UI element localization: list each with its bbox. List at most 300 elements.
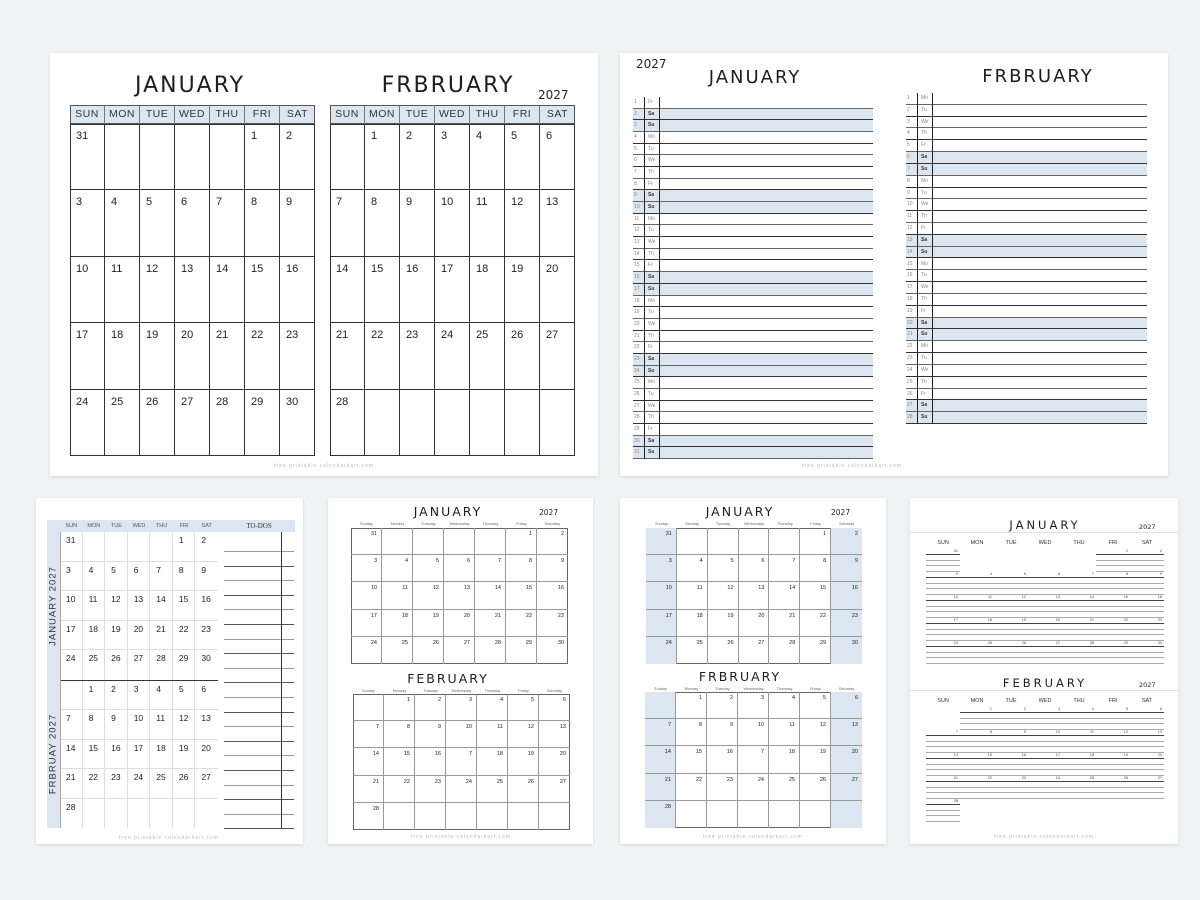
day-cell[interactable]: [195, 562, 218, 592]
day-cell[interactable]: [506, 528, 537, 555]
day-cell[interactable]: [470, 257, 505, 323]
day-cell[interactable]: [769, 528, 800, 555]
day-cell[interactable]: [415, 721, 446, 748]
day-cell[interactable]: [195, 710, 218, 739]
day-cell[interactable]: [365, 190, 400, 256]
day-cell[interactable]: [446, 721, 477, 748]
day-cell[interactable]: [475, 555, 506, 582]
day-cell[interactable]: [677, 637, 708, 664]
day-cell[interactable]: [676, 692, 707, 719]
todo-line[interactable]: [224, 624, 294, 625]
day-cell[interactable]: [173, 769, 196, 798]
day-cell[interactable]: [245, 190, 280, 256]
day-cell[interactable]: [210, 124, 245, 190]
day-cell[interactable]: [505, 323, 540, 389]
day-row[interactable]: [906, 247, 1147, 259]
day-cell[interactable]: [831, 746, 862, 773]
day-cell[interactable]: [140, 390, 175, 456]
day-cell[interactable]: [676, 801, 707, 828]
day-cell[interactable]: [382, 610, 413, 637]
day-cell[interactable]: [1130, 550, 1164, 573]
day-cell[interactable]: [330, 257, 365, 323]
day-cell[interactable]: [150, 681, 173, 710]
day-cell[interactable]: [382, 528, 413, 555]
day-cell[interactable]: [707, 801, 738, 828]
day-cell[interactable]: [400, 190, 435, 256]
day-cell[interactable]: [435, 257, 470, 323]
day-cell[interactable]: [1130, 619, 1164, 642]
day-row[interactable]: [906, 188, 1147, 200]
day-cell[interactable]: [83, 591, 106, 621]
day-cell[interactable]: [800, 746, 831, 773]
day-row[interactable]: [633, 109, 873, 121]
day-cell[interactable]: [1096, 550, 1130, 573]
day-cell[interactable]: [70, 190, 105, 256]
day-cell[interactable]: [537, 555, 568, 582]
day-cell[interactable]: [105, 591, 128, 621]
day-row[interactable]: [633, 225, 873, 237]
day-cell[interactable]: [926, 619, 960, 642]
day-cell[interactable]: [413, 610, 444, 637]
day-cell[interactable]: [960, 619, 994, 642]
day-row[interactable]: [633, 155, 873, 167]
day-cell[interactable]: [800, 774, 831, 801]
day-cell[interactable]: [708, 582, 739, 609]
day-row[interactable]: [633, 342, 873, 354]
day-cell[interactable]: [1028, 754, 1062, 777]
day-cell[interactable]: [444, 582, 475, 609]
todo-line[interactable]: [224, 551, 294, 552]
day-cell[interactable]: [128, 562, 151, 592]
day-cell[interactable]: [150, 621, 173, 651]
day-cell[interactable]: [738, 692, 769, 719]
day-cell[interactable]: [128, 532, 151, 562]
day-cell[interactable]: [245, 390, 280, 456]
day-cell[interactable]: [831, 528, 862, 555]
day-row[interactable]: [633, 366, 873, 378]
day-cell[interactable]: [769, 801, 800, 828]
day-row[interactable]: [906, 400, 1147, 412]
day-cell[interactable]: [1062, 619, 1096, 642]
day-cell[interactable]: [128, 621, 151, 651]
day-cell[interactable]: [415, 776, 446, 803]
day-cell[interactable]: [150, 562, 173, 592]
day-cell[interactable]: [140, 323, 175, 389]
day-cell[interactable]: [994, 642, 1028, 665]
day-cell[interactable]: [351, 582, 382, 609]
day-cell[interactable]: [140, 124, 175, 190]
day-row[interactable]: [906, 329, 1147, 341]
day-cell[interactable]: [506, 582, 537, 609]
day-cell[interactable]: [738, 774, 769, 801]
day-cell[interactable]: [1062, 777, 1096, 800]
day-row[interactable]: [906, 306, 1147, 318]
day-cell[interactable]: [707, 692, 738, 719]
day-cell[interactable]: [60, 562, 83, 592]
day-cell[interactable]: [330, 323, 365, 389]
day-cell[interactable]: [1062, 754, 1096, 777]
day-cell[interactable]: [677, 528, 708, 555]
day-cell[interactable]: [508, 694, 539, 721]
day-cell[interactable]: [444, 555, 475, 582]
day-cell[interactable]: [365, 124, 400, 190]
todo-line[interactable]: [224, 741, 294, 742]
day-cell[interactable]: [1096, 777, 1130, 800]
day-cell[interactable]: [769, 719, 800, 746]
day-cell[interactable]: [800, 582, 831, 609]
day-cell[interactable]: [150, 591, 173, 621]
day-cell[interactable]: [83, 740, 106, 769]
day-cell[interactable]: [384, 721, 415, 748]
day-row[interactable]: [906, 117, 1147, 129]
day-cell[interactable]: [708, 637, 739, 664]
day-cell[interactable]: [539, 803, 570, 830]
day-cell[interactable]: [413, 582, 444, 609]
day-row[interactable]: [633, 97, 873, 109]
day-cell[interactable]: [128, 591, 151, 621]
day-cell[interactable]: [769, 774, 800, 801]
day-cell[interactable]: [330, 190, 365, 256]
day-cell[interactable]: [70, 124, 105, 190]
day-cell[interactable]: [195, 621, 218, 651]
day-cell[interactable]: [800, 637, 831, 664]
day-cell[interactable]: [1096, 731, 1130, 754]
day-cell[interactable]: [960, 731, 994, 754]
day-cell[interactable]: [175, 124, 210, 190]
day-cell[interactable]: [446, 803, 477, 830]
day-cell[interactable]: [60, 621, 83, 651]
day-cell[interactable]: [1096, 573, 1130, 596]
day-cell[interactable]: [105, 124, 140, 190]
day-cell[interactable]: [676, 719, 707, 746]
day-row[interactable]: [633, 167, 873, 179]
todo-line[interactable]: [224, 668, 294, 669]
day-cell[interactable]: [83, 621, 106, 651]
day-cell[interactable]: [540, 257, 575, 323]
day-cell[interactable]: [351, 610, 382, 637]
day-cell[interactable]: [280, 323, 315, 389]
day-cell[interactable]: [60, 532, 83, 562]
day-cell[interactable]: [105, 681, 128, 710]
day-cell[interactable]: [384, 776, 415, 803]
day-cell[interactable]: [70, 323, 105, 389]
day-row[interactable]: [906, 282, 1147, 294]
day-cell[interactable]: [1028, 642, 1062, 665]
day-cell[interactable]: [60, 799, 83, 828]
day-cell[interactable]: [739, 528, 770, 555]
day-cell[interactable]: [1130, 642, 1164, 665]
day-cell[interactable]: [150, 799, 173, 828]
day-cell[interactable]: [708, 528, 739, 555]
day-row[interactable]: [906, 341, 1147, 353]
day-cell[interactable]: [173, 562, 196, 592]
day-cell[interactable]: [128, 710, 151, 739]
day-cell[interactable]: [646, 582, 677, 609]
day-cell[interactable]: [994, 731, 1028, 754]
day-cell[interactable]: [540, 390, 575, 456]
day-cell[interactable]: [413, 637, 444, 664]
day-cell[interactable]: [105, 769, 128, 798]
day-cell[interactable]: [175, 390, 210, 456]
day-cell[interactable]: [400, 124, 435, 190]
day-cell[interactable]: [353, 748, 384, 775]
day-cell[interactable]: [105, 323, 140, 389]
day-cell[interactable]: [245, 257, 280, 323]
day-cell[interactable]: [537, 610, 568, 637]
day-cell[interactable]: [506, 637, 537, 664]
todo-line[interactable]: [224, 697, 294, 698]
day-cell[interactable]: [677, 555, 708, 582]
day-row[interactable]: [906, 412, 1147, 424]
day-cell[interactable]: [537, 528, 568, 555]
day-row[interactable]: [633, 389, 873, 401]
day-cell[interactable]: [800, 555, 831, 582]
day-cell[interactable]: [1130, 731, 1164, 754]
day-cell[interactable]: [769, 746, 800, 773]
day-cell[interactable]: [1062, 573, 1096, 596]
day-cell[interactable]: [926, 642, 960, 665]
day-cell[interactable]: [105, 257, 140, 323]
day-cell[interactable]: [173, 799, 196, 828]
day-row[interactable]: [633, 179, 873, 191]
day-cell[interactable]: [195, 681, 218, 710]
day-cell[interactable]: [415, 694, 446, 721]
day-cell[interactable]: [83, 799, 106, 828]
day-cell[interactable]: [105, 190, 140, 256]
day-cell[interactable]: [60, 591, 83, 621]
day-cell[interactable]: [351, 555, 382, 582]
day-cell[interactable]: [128, 799, 151, 828]
day-cell[interactable]: [539, 694, 570, 721]
day-cell[interactable]: [435, 390, 470, 456]
day-cell[interactable]: [769, 582, 800, 609]
day-cell[interactable]: [128, 769, 151, 798]
day-cell[interactable]: [994, 754, 1028, 777]
day-cell[interactable]: [831, 582, 862, 609]
day-cell[interactable]: [505, 390, 540, 456]
day-cell[interactable]: [195, 799, 218, 828]
day-cell[interactable]: [475, 610, 506, 637]
day-cell[interactable]: [707, 719, 738, 746]
day-cell[interactable]: [400, 323, 435, 389]
day-row[interactable]: [633, 401, 873, 413]
day-cell[interactable]: [926, 596, 960, 619]
day-cell[interactable]: [800, 528, 831, 555]
day-cell[interactable]: [960, 777, 994, 800]
day-row[interactable]: [633, 284, 873, 296]
day-cell[interactable]: [384, 694, 415, 721]
day-cell[interactable]: [150, 532, 173, 562]
day-row[interactable]: [906, 235, 1147, 247]
day-cell[interactable]: [150, 650, 173, 680]
calendar-template-lined[interactable]: [910, 498, 1178, 844]
day-cell[interactable]: [195, 740, 218, 769]
day-cell[interactable]: [173, 710, 196, 739]
day-cell[interactable]: [1028, 777, 1062, 800]
day-cell[interactable]: [994, 619, 1028, 642]
day-cell[interactable]: [739, 555, 770, 582]
todo-line[interactable]: [224, 770, 294, 771]
day-row[interactable]: [633, 436, 873, 448]
day-cell[interactable]: [1130, 754, 1164, 777]
day-cell[interactable]: [382, 555, 413, 582]
day-cell[interactable]: [210, 390, 245, 456]
day-cell[interactable]: [1130, 596, 1164, 619]
day-cell[interactable]: [140, 257, 175, 323]
todo-line[interactable]: [224, 682, 294, 683]
day-cell[interactable]: [960, 754, 994, 777]
day-cell[interactable]: [1096, 708, 1130, 731]
day-cell[interactable]: [245, 323, 280, 389]
day-cell[interactable]: [475, 637, 506, 664]
day-row[interactable]: [633, 202, 873, 214]
day-cell[interactable]: [1028, 573, 1062, 596]
day-cell[interactable]: [470, 190, 505, 256]
day-row[interactable]: [906, 176, 1147, 188]
day-row[interactable]: [633, 214, 873, 226]
todo-line[interactable]: [224, 828, 294, 829]
day-cell[interactable]: [150, 710, 173, 739]
day-cell[interactable]: [365, 323, 400, 389]
day-cell[interactable]: [1096, 619, 1130, 642]
day-cell[interactable]: [994, 777, 1028, 800]
day-row[interactable]: [633, 331, 873, 343]
calendar-template-stacked-plain[interactable]: [328, 498, 593, 844]
day-cell[interactable]: [1028, 619, 1062, 642]
day-cell[interactable]: [195, 769, 218, 798]
day-cell[interactable]: [645, 719, 676, 746]
day-cell[interactable]: [738, 746, 769, 773]
day-cell[interactable]: [926, 573, 960, 596]
day-cell[interactable]: [1096, 754, 1130, 777]
day-cell[interactable]: [508, 803, 539, 830]
day-cell[interactable]: [475, 582, 506, 609]
day-row[interactable]: [906, 152, 1147, 164]
day-cell[interactable]: [195, 532, 218, 562]
day-cell[interactable]: [475, 528, 506, 555]
day-cell[interactable]: [960, 573, 994, 596]
day-cell[interactable]: [353, 776, 384, 803]
day-cell[interactable]: [444, 637, 475, 664]
day-cell[interactable]: [677, 582, 708, 609]
day-cell[interactable]: [926, 777, 960, 800]
day-cell[interactable]: [831, 610, 862, 637]
day-cell[interactable]: [477, 803, 508, 830]
day-cell[interactable]: [800, 719, 831, 746]
day-cell[interactable]: [70, 390, 105, 456]
day-cell[interactable]: [415, 748, 446, 775]
day-cell[interactable]: [739, 582, 770, 609]
day-cell[interactable]: [60, 681, 83, 710]
day-cell[interactable]: [738, 719, 769, 746]
day-row[interactable]: [633, 412, 873, 424]
day-cell[interactable]: [384, 803, 415, 830]
day-row[interactable]: [906, 389, 1147, 401]
day-cell[interactable]: [245, 124, 280, 190]
day-cell[interactable]: [105, 799, 128, 828]
day-cell[interactable]: [173, 650, 196, 680]
day-cell[interactable]: [1028, 596, 1062, 619]
day-cell[interactable]: [1062, 708, 1096, 731]
day-cell[interactable]: [926, 731, 960, 754]
day-cell[interactable]: [739, 610, 770, 637]
todo-line[interactable]: [224, 726, 294, 727]
day-cell[interactable]: [508, 776, 539, 803]
day-cell[interactable]: [539, 721, 570, 748]
day-cell[interactable]: [1096, 642, 1130, 665]
day-cell[interactable]: [676, 774, 707, 801]
day-cell[interactable]: [994, 596, 1028, 619]
day-cell[interactable]: [444, 610, 475, 637]
todo-line[interactable]: [224, 785, 294, 786]
day-row[interactable]: [906, 128, 1147, 140]
day-cell[interactable]: [353, 803, 384, 830]
day-row[interactable]: [906, 318, 1147, 330]
day-cell[interactable]: [105, 390, 140, 456]
day-cell[interactable]: [128, 740, 151, 769]
day-cell[interactable]: [708, 610, 739, 637]
day-cell[interactable]: [150, 740, 173, 769]
day-cell[interactable]: [105, 532, 128, 562]
day-cell[interactable]: [831, 801, 862, 828]
day-cell[interactable]: [446, 748, 477, 775]
day-cell[interactable]: [173, 532, 196, 562]
day-cell[interactable]: [128, 650, 151, 680]
day-row[interactable]: [633, 120, 873, 132]
day-cell[interactable]: [540, 190, 575, 256]
day-cell[interactable]: [83, 710, 106, 739]
day-cell[interactable]: [195, 650, 218, 680]
day-cell[interactable]: [365, 257, 400, 323]
day-cell[interactable]: [175, 257, 210, 323]
todo-line[interactable]: [224, 566, 294, 567]
day-cell[interactable]: [646, 555, 677, 582]
day-cell[interactable]: [539, 748, 570, 775]
day-cell[interactable]: [60, 769, 83, 798]
day-cell[interactable]: [83, 532, 106, 562]
day-cell[interactable]: [435, 190, 470, 256]
calendar-template-split-grid[interactable]: [50, 53, 598, 476]
day-cell[interactable]: [1062, 642, 1096, 665]
day-row[interactable]: [906, 223, 1147, 235]
day-cell[interactable]: [105, 562, 128, 592]
day-row[interactable]: [906, 365, 1147, 377]
day-cell[interactable]: [413, 528, 444, 555]
day-cell[interactable]: [677, 610, 708, 637]
day-cell[interactable]: [175, 190, 210, 256]
day-cell[interactable]: [382, 582, 413, 609]
day-cell[interactable]: [105, 621, 128, 651]
day-row[interactable]: [633, 307, 873, 319]
day-cell[interactable]: [926, 550, 960, 573]
day-row[interactable]: [633, 190, 873, 202]
day-cell[interactable]: [446, 694, 477, 721]
day-row[interactable]: [633, 319, 873, 331]
todo-line[interactable]: [224, 609, 294, 610]
day-cell[interactable]: [645, 774, 676, 801]
day-cell[interactable]: [831, 719, 862, 746]
day-cell[interactable]: [173, 740, 196, 769]
day-cell[interactable]: [831, 555, 862, 582]
day-cell[interactable]: [435, 124, 470, 190]
day-row[interactable]: [906, 211, 1147, 223]
day-cell[interactable]: [676, 746, 707, 773]
day-cell[interactable]: [540, 124, 575, 190]
day-cell[interactable]: [800, 692, 831, 719]
day-cell[interactable]: [505, 257, 540, 323]
day-cell[interactable]: [60, 710, 83, 739]
day-cell[interactable]: [83, 562, 106, 592]
